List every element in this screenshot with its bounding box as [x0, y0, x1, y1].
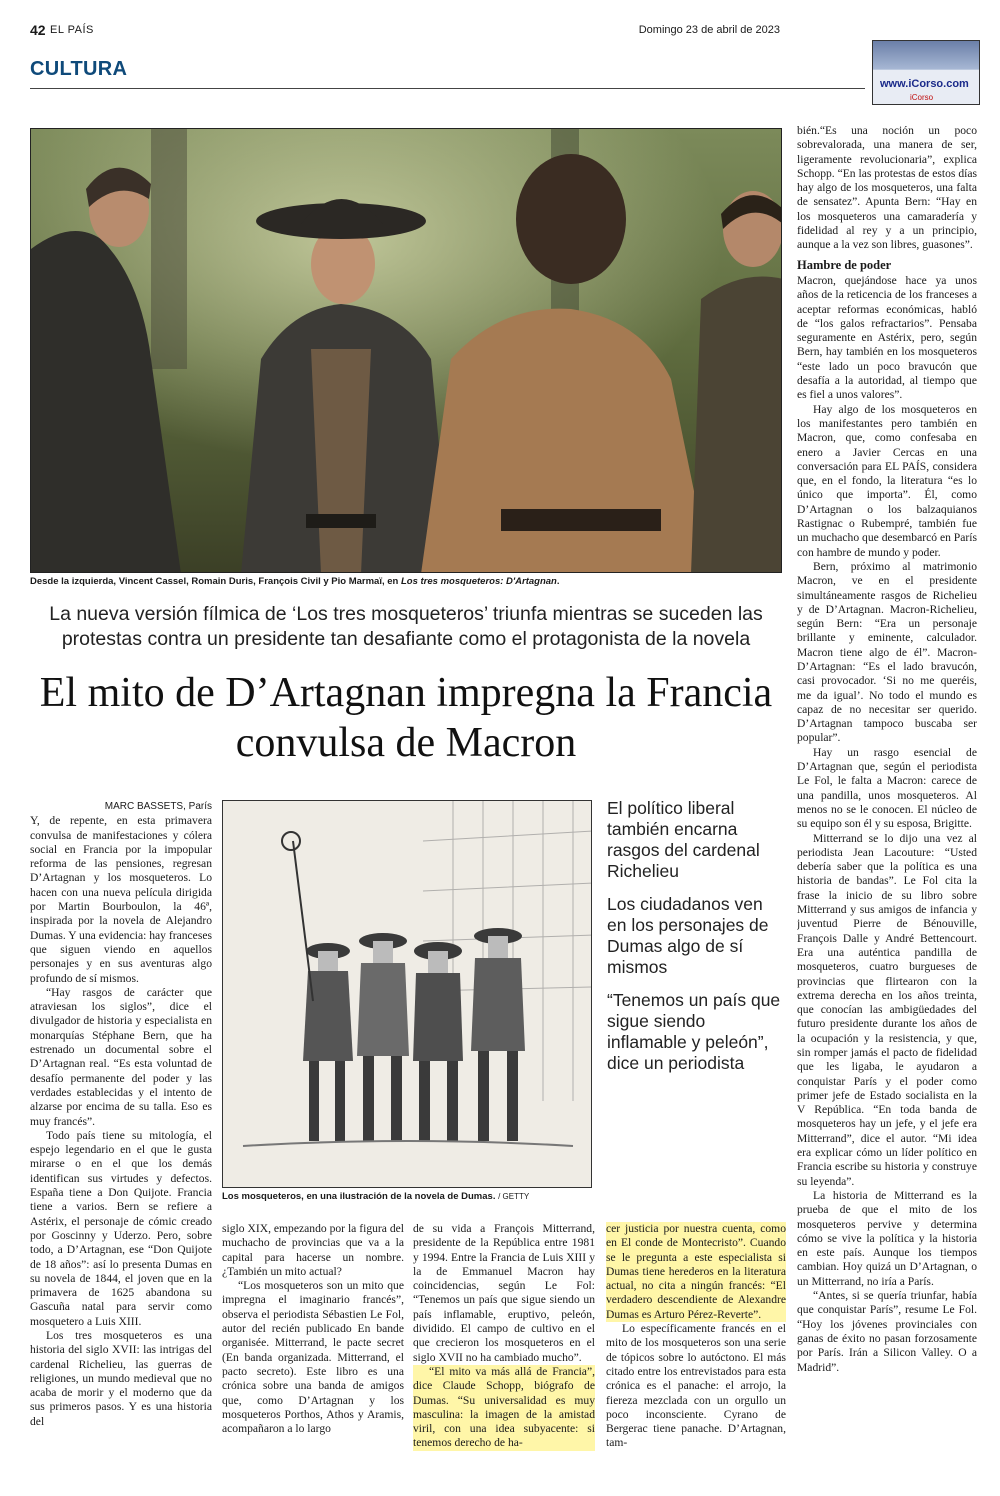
paragraph: “Hay rasgos de carácter que atraviesan los siglos”, dice el divulgador de historia y especialista en monarquías Stéphane Bern, que ha estrenado un documental sobre el D’Artagnan real. “Es esta voluntad de desafío permanente del poder y las verdades establecidas y el intento de alzarse por encima de su talla. Eso es muy francés”. [30, 985, 212, 1128]
illustration-credit: / GETTY [498, 1192, 530, 1201]
illustration-caption-text: Los mosqueteros, en una ilustración de la novela de Dumas. [222, 1191, 496, 1202]
musketeers-illustration [222, 800, 592, 1188]
page-number: 42 [30, 22, 46, 38]
illustration-caption [222, 1191, 592, 1202]
paragraph: Los tres mosqueteros es una historia del siglo XVII: las intrigas del cardenal Richelieu, las guerras de religiones, un mundo medieval que no acaba de morir y el moderno que da sus primeros pasos. Y es una historia del [30, 1328, 212, 1428]
paragraph: siglo XIX, empezando por la figura del muchacho de provincias que va a la capital para hacerse un nombre. ¿También un mito actual? [222, 1222, 404, 1278]
article-column-2 [222, 1222, 404, 1477]
paragraph: “Antes, si se quería triunfar, había que conquistar París”, resume Le Fol. “Hoy los jóvenes provinciales con ganas de éxito no pasan forzosamente por París. Irán a Silicon Valley. O a Madrid”. [797, 1289, 977, 1374]
pull-quotes [607, 798, 785, 1086]
paragraph: “Los mosqueteros son un mito que impregna el imaginario francés”, observa el periodista Sébastien Le Fol, autor del recién publicado En bande organisée. Mitterrand, le pacte secret (En banda organizada. Mitterrand, el pacto secreto). Este libro es una crónica sobre una banda de amigos que, como D’Artagnan y los mosqueteros Porthos, Athos y Aramis, acompañaron a lo largo [222, 1279, 404, 1436]
paragraph: de su vida a François Mitterrand, presidente de la República entre 1981 y 1994. Entre la Francia de Luis XIII y la de Emmanuel Macron hay coincidencias, según Le Fol: “Tenemos un país que sigue siendo un país inflamable, eruptivo, peleón, dividido. El campo de cultivo en el que crecieron los mosqueteros en el siglo XVII no ha cambiado mucho”. [413, 1222, 595, 1364]
pull-quote: “Tenemos un país que sigue siendo inflamable y peleón”, dice un periodista [607, 990, 781, 1073]
paragraph: Y, de repente, en esta primavera convulsa de manifestaciones y cólera social en Francia por la impopular reforma de las pensiones, regresan D’Artagnan y los mosqueteros. Lo hacen con una nueva película dirigida por Martin Bourboulon, la 46ª, inspirada por la novela de Alejandro Dumas. Y una evidencia: hay franceses que siguen viendo en aquellos personajes y en sus aventuras algo profundo de sí mismos. [30, 814, 212, 985]
paragraph: Macron, quejándose hace ya unos años de la reticencia de los franceses a aceptar reformas económicas, habló de “los galos refractarios”. Pensaba seguramente en Astérix, pero, según Bern, hay también en los mosqueteros “este lado un poco bravucón que desafía a la autoridad, al tiempo que es fiel a unos valores”. [797, 273, 977, 402]
paragraph: La historia de Mitterrand es la prueba de que el mito de los mosqueteros pervive y determina cómo se vive la política y la historia en este país. Aunque los tiempos cambian. Hoy quizá un D’Artagnan, o un Mitterrand, no iría a París. [797, 1188, 977, 1288]
section-label: CULTURA [30, 58, 128, 80]
paragraph: Todo país tiene su mitología, el espejo legendario en el que le gusta mirarse o en el que los demás identifican sus virtudes y defectos. España tiene a Don Quijote. Francia tiene a varios. Bern se refiere a Astérix, el personaje de cómic creado por Goscinny y Uderzo. Pero, sobre todo, a D’Artagnan, ese “Don Quijote de 18 años”: así lo presenta Dumas en su novela de 1844, el joven que en la primavera de 1625 abandona su Gascuña natal para servir como mosquetero a Luis XIII. [30, 1128, 212, 1328]
photo-caption-text: Desde la izquierda, Vincent Cassel, Romain Duris, François Civil y Pio Marmaï, en [30, 576, 401, 587]
photo-caption-end: . [556, 576, 560, 587]
article-column-5 [797, 124, 977, 1479]
article-subtitle: La nueva versión fílmica de ‘Los tres mosqueteros’ triunfa mientras se suceden las protestas contra un presidente tan desafiante como el protagonista de la novela [49, 603, 763, 650]
film-still-photo [30, 128, 782, 573]
article-column-4 [606, 1222, 786, 1477]
paragraph: bién.“Es una noción un poco sobrevalorada, una manera de ser, ligeramente revolucionaria”, explica Schopp. “En las protestas de estos días hay algo de los mosqueteros, una falta de sensatez”. Apunta Bern: “Hay en los mosqueteros una camaradería y fidelidad al rey y a un principio, aunque a la vez son libres, guasones”. [797, 124, 977, 252]
paragraph: Hay un rasgo esencial de D’Artagnan que, según el periodista Le Fol, le falta a Macron: carece de una pandilla, unos mosqueteros. Al menos no se le conocen. El núcleo de su equipo son él y su esposa, Brigitte. [797, 745, 977, 831]
highlighted-paragraph: cer justicia por nuestra cuenta, como en El conde de Montecristo”. Cuando se le pregunta a este especialista si Dumas tiene herederos en la literatura actual, no cita a ningún francés: “El verdadero descendiente de Alexandre Dumas es Arturo Pérez-Reverte”. [606, 1222, 786, 1321]
advert-url: www.iCorso.com [880, 78, 969, 90]
issue-date: Domingo 23 de abril de 2023 [638, 24, 780, 36]
section-subhead: Hambre de poder [797, 257, 892, 272]
paper-name: EL PAÍS [50, 24, 94, 36]
header-divider [30, 88, 865, 89]
pull-quote: El político liberal también encarna rasgos del cardenal Richelieu [607, 798, 760, 881]
paragraph: Lo específicamente francés en el mito de los mosqueteros son una serie de tópicos sobre lo autóctono. El más citado entre los entrevistados para esta crónica es el panache: el arrojo, la fiereza mezclada con un orgullo un poco inconsciente. Cyrano de Bergerac tiene panache. D’Artagnan, tam- [606, 1322, 786, 1450]
advert-brand: iCorso [910, 93, 934, 102]
highlighted-paragraph: “El mito va más allá de Francia”, dice Claude Schopp, biógrafo de Dumas. “Su universalidad es muy masculina: la imagen de la amistad viril, con una idea subyacente: si tenemos derecho de ha- [413, 1364, 595, 1450]
musketeers-engraving [223, 801, 592, 1188]
article-headline: El mito de D’Artagnan impregna la Francia convulsa de Macron [39, 670, 773, 766]
photo-caption-title: Los tres mosqueteros: D'Artagnan [400, 576, 557, 587]
article-column-1 [30, 800, 212, 1475]
byline: MARC BASSETS, París [104, 801, 212, 812]
paragraph: Hay algo de los mosqueteros en los manifestantes pero también en Macron, que, como confesaba en enero a Javier Cercas en una conversación para EL PAÍS, considera que, en el fondo, la literatura “es lo único que importa”. Él, como D’Artagnan o los balzaquianos Rastignac o Rubempré, también fue un muchacho que desembarcó en París con hambre de mundo y poder. [797, 402, 977, 559]
pull-quote: Los ciudadanos ven en los personajes de Dumas algo de sí mismos [607, 894, 769, 977]
paragraph: Mitterrand se lo dijo una vez al periodista Jean Lacouture: “Usted debería saber que la política es una historia de bandas”. Le Fol cita la frase la inicio de su libro sobre Mitterrand y sus amigos de infancia y juventud Pierre de Bénouville, François Dalle y André Bettencourt. Era una auténtica pandilla de mosqueteros, cuatro burgueses de provincias que flirtearon con la extrema derecha en los años treinta, que conocían las ambigüedades del futuro presidente durante los años de la ocupación y la resistencia, y que, sin romper jamás el pacto de fidelidad que les ligaba, le ayudaron a conquistar París y el poder como primer jefe de Estado socialista en la V República. “En toda banda de mosqueteros hay un jefe, y el jefe era Mitterrand”, dice el autor. “Mi idea era explicar cómo un líder político en Francia escribe su historia y construye su leyenda”. [797, 831, 977, 1188]
photo-caption [30, 576, 782, 587]
film-still-image [31, 129, 782, 573]
article-column-3 [413, 1222, 595, 1477]
paragraph: Bern, próximo al matrimonio Macron, ve en el presidente simultáneamente rasgos de Richelieu y de D’Artagnan. Macron-Richelieu, según Bern: “Era un personaje brillante y eminente, calculador. Macron tiene algo de él”. Macron-D’Artagnan: “Es el lado bravucón, casi provocador. ‘Si no me queréis, me da igual’. No todo el mundo es capaz de no necesitar ser querido. D’Artagnan tampoco buscaba ser popular”. [797, 559, 977, 745]
